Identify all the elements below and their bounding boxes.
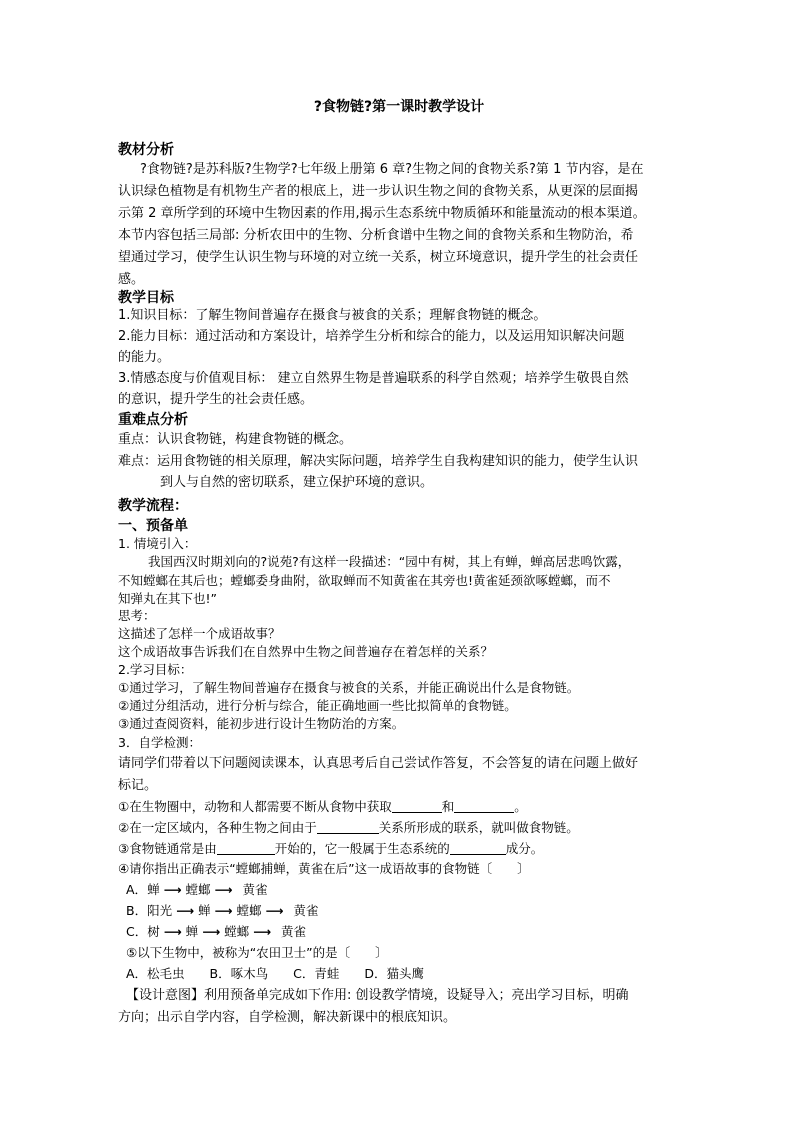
instruction-line: 标记。 <box>118 778 158 793</box>
difficulty-line: 难点：运用食物链的相关原理，解决实际问题，培养学生自我构建知识的能力，使学生认识 <box>118 454 639 469</box>
goal-line: 的能力。 <box>118 350 171 365</box>
paragraph-line: 示第 2 章所学到的环境中生物因素的作用,揭示生态系统中物质循环和能量流动的根本渠道。 <box>118 206 646 221</box>
heading-teaching-process: 教学流程： <box>118 498 188 514</box>
goal-line: 3.情感态度与价值观目标： 建立自然界生物是普遍联系的科学自然观；培养学生敬畏自然 <box>118 371 629 386</box>
fill-question-2: ②在一定区域内，各种生物之间由于 关系所形成的联系，就叫做食物链。 <box>118 820 579 835</box>
goal-line: 2.能力目标：通过活动和方案设计，培养学生分析和综合的能力，以及运用知识解决问题 <box>118 329 625 344</box>
story-line: 知弹丸在其下也!” <box>118 591 217 606</box>
option-b[interactable]: B．阳光 ⟶ 蝉 ⟶ 螳螂 ⟶ 黄雀 <box>126 901 318 921</box>
item-scenario: 1. 情境引入： <box>118 536 197 551</box>
right-arrow-icon: ⟶ <box>265 903 284 918</box>
answer-blank[interactable] <box>450 840 506 855</box>
item-self-check: 3．自学检测： <box>118 735 201 750</box>
right-arrow-icon: ⟶ <box>176 903 195 918</box>
right-arrow-icon: ⟶ <box>253 924 272 939</box>
question-line: 这描述了怎样一个成语故事？ <box>118 626 281 641</box>
choice-options-5[interactable]: A．松毛虫 B．啄木鸟 C．青蛙 D．猫头鹰 <box>126 966 424 981</box>
learning-goal-line: ①通过学习，了解生物间普遍存在摄食与被食的关系，并能正确说出什么是食物链。 <box>118 680 580 695</box>
goal-line: 1.知识目标：了解生物间普遍存在摄食与被食的关系；理解食物链的概念。 <box>118 308 547 323</box>
paragraph-line: 望通过学习，使学生认识生物与环境的对立统一关系，树立环境意识，提升学生的社会责任 <box>118 250 639 265</box>
right-arrow-icon: ⟶ <box>202 924 221 939</box>
paragraph-line: ?食物链?是苏科版?生物学?七年级上册第 6 章?生物之间的食物关系?第 1 节内容，是在 <box>140 162 644 177</box>
page-title: ?食物链?第一课时教学设计 <box>313 99 485 115</box>
difficulty-line: 到人与自然的密切联系，建立保护环境的意识。 <box>160 475 434 490</box>
design-intent-line: 方向；出示自学内容，自学检测，解决新课中的根底知识。 <box>118 1010 457 1025</box>
question-line: 这个成语故事告诉我们在自然界中生物之间普遍存在着怎样的关系？ <box>118 644 494 659</box>
instruction-line: 请同学们带着以下问题阅读课本，认真思考后自己尝试作答复，不会答复的请在问题上做好 <box>118 756 639 771</box>
heading-key-points: 重难点分析 <box>118 412 188 428</box>
answer-blank[interactable] <box>392 798 442 813</box>
story-line: 不知螳螂在其后也；螳螂委身曲附，欲取蝉而不知黄雀在其旁也!黄雀延颈欲啄螳螂，而不 <box>118 573 611 588</box>
option-a[interactable]: A．蝉 ⟶ 螳螂 ⟶ 黄雀 <box>126 880 267 900</box>
choice-question-5: ⑤以下生物中，被称为“农田卫士”的是〔 〕 <box>126 945 388 960</box>
learning-goal-line: ②通过分组活动，进行分析与综合，能正确地画一些比拟简单的食物链。 <box>118 698 517 713</box>
design-intent-line: 【设计意图】利用预备单完成如下作用: 创设教学情境，设疑导入；亮出学习目标，明确 <box>126 988 629 1003</box>
option-c[interactable]: C．树 ⟶ 蝉 ⟶ 螳螂 ⟶ 黄雀 <box>126 922 306 942</box>
right-arrow-icon: ⟶ <box>214 903 233 918</box>
right-arrow-icon: ⟶ <box>163 924 182 939</box>
goal-line: 的意识，提升学生的社会责任感。 <box>118 392 314 407</box>
item-learning-goals: 2.学习目标： <box>118 662 193 677</box>
fill-question-3: ③食物链通常是由 开始的，它一般属于生态系统的 成分。 <box>118 841 544 856</box>
subheading-prep-sheet: 一、预备单 <box>118 518 188 534</box>
paragraph-line: 认识绿色植物是有机物生产者的根底上，进一步认识生物之间的食物关系，从更深的层面揭 <box>118 184 639 199</box>
paragraph-line: 本节内容包括三局部: 分析农田中的生物、分析食谱中生物之间的食物关系和生物防治，希 <box>118 228 634 243</box>
paragraph-line: 感。 <box>118 272 145 287</box>
heading-material-analysis: 教材分析 <box>118 142 174 158</box>
answer-blank[interactable] <box>454 798 514 813</box>
right-arrow-icon: ⟶ <box>163 882 182 897</box>
key-point-line: 重点：认识食物链，构建食物链的概念。 <box>118 432 353 447</box>
answer-blank[interactable] <box>317 819 379 834</box>
learning-goal-line: ③通过查阅资料，能初步进行设计生物防治的方案。 <box>118 716 405 731</box>
choice-question-4: ④请你指出正确表示“螳螂捕蝉，黄雀在后”这一成语故事的食物链〔 〕 <box>118 861 530 876</box>
think-label: 思考： <box>118 608 156 623</box>
heading-teaching-goals: 教学目标 <box>118 290 174 306</box>
right-arrow-icon: ⟶ <box>214 882 233 897</box>
fill-question-1: ①在生物圈中，动物和人都需要不断从食物中获取 和 。 <box>118 799 527 814</box>
story-line: 我国西汉时期刘向的?说苑?有这样一段描述：“园中有树，其上有蝉，蝉高居悲鸣饮露， <box>148 554 631 569</box>
answer-blank[interactable] <box>217 840 275 855</box>
